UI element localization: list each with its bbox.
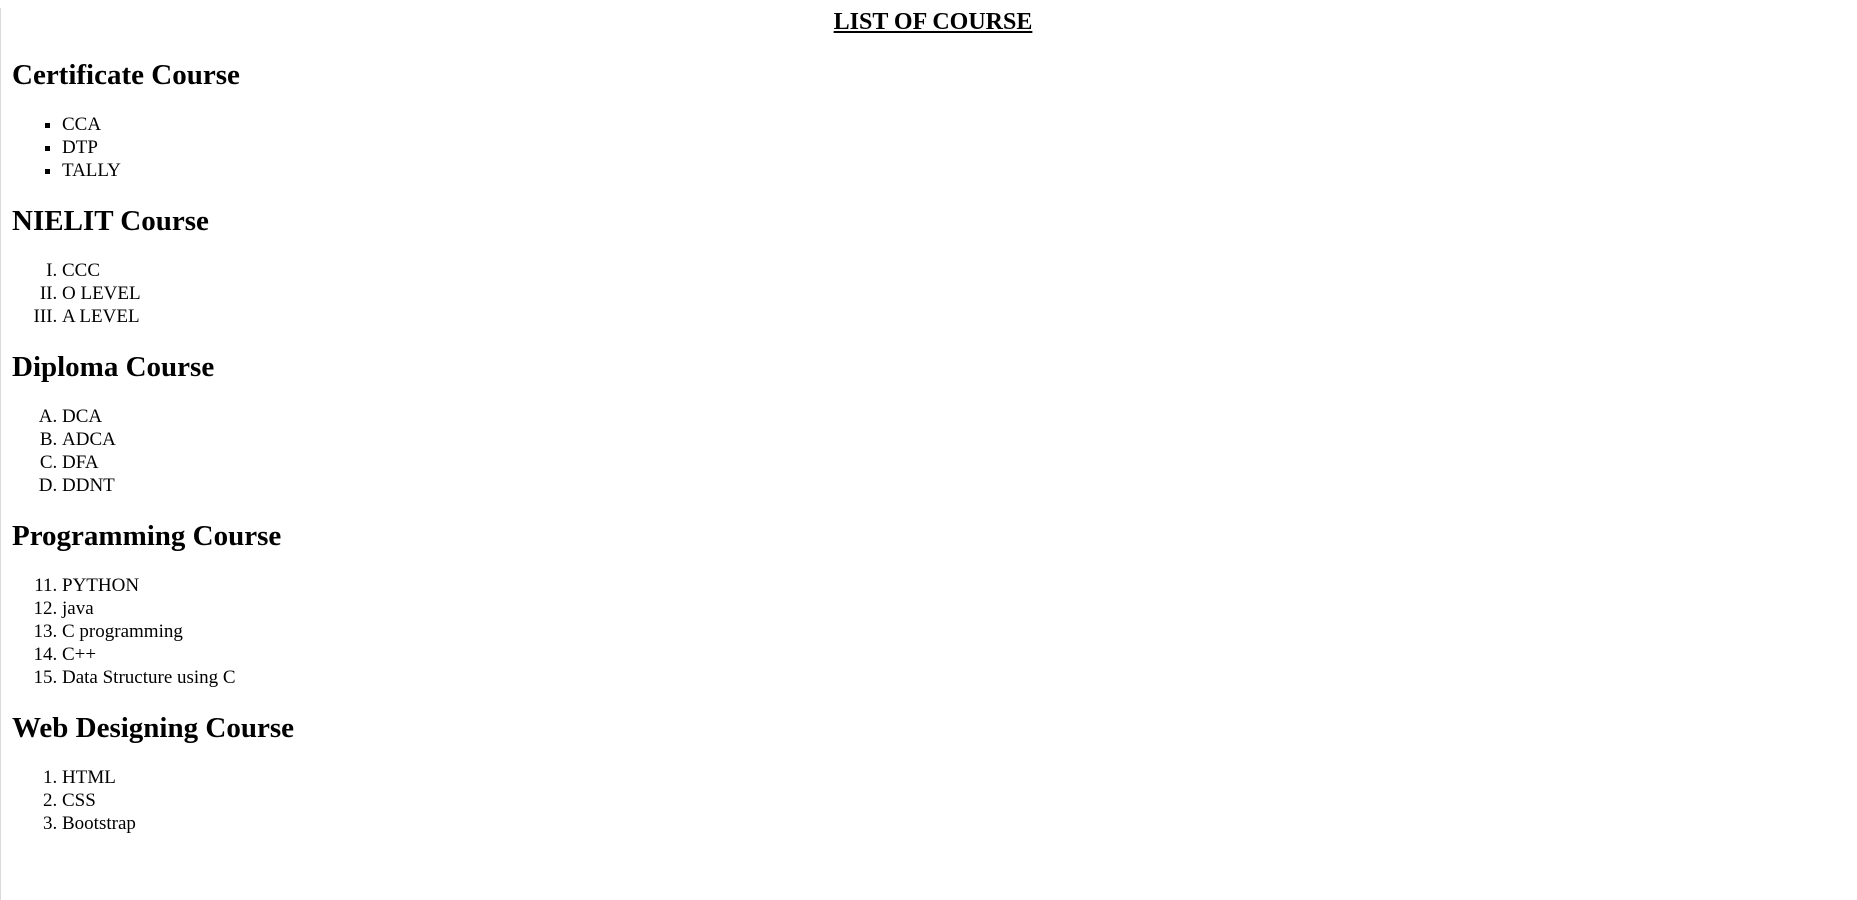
list-item: 13. C programming — [62, 620, 1846, 643]
certificate-course-list — [12, 113, 1846, 182]
web-designing-course-list — [12, 766, 1846, 835]
list-item: I. CCC — [62, 259, 1846, 282]
list-item: 1. HTML — [62, 766, 1846, 789]
list-item: ▪ DTP — [62, 136, 1846, 159]
list-item: 15. Data Structure using C — [62, 666, 1846, 689]
list-item: 11. PYTHON — [62, 574, 1846, 597]
list-item: A. DCA — [62, 405, 1846, 428]
list-item: 12. java — [62, 597, 1846, 620]
nielit-course-list — [12, 259, 1846, 328]
section-heading-diploma: Diploma Course — [12, 351, 215, 383]
list-item: B. ADCA — [62, 428, 1846, 451]
list-item: 14. C++ — [62, 643, 1846, 666]
list-item: II. O LEVEL — [62, 282, 1846, 305]
section-heading-web-designing: Web Designing Course — [12, 712, 294, 744]
page-title: LIST OF COURSE — [833, 9, 1033, 35]
diploma-course-list — [12, 405, 1846, 497]
list-item: III. A LEVEL — [62, 305, 1846, 328]
list-item: ▪ CCA — [62, 113, 1846, 136]
list-item: D. DDNT — [62, 474, 1846, 497]
programming-course-list — [12, 574, 1846, 689]
list-item: C. DFA — [62, 451, 1846, 474]
section-heading-nielit: NIELIT Course — [12, 205, 209, 237]
section-heading-programming: Programming Course — [12, 520, 282, 552]
list-item: 3. Bootstrap — [62, 812, 1846, 835]
section-heading-certificate: Certificate Course — [12, 59, 240, 91]
list-item: 2. CSS — [62, 789, 1846, 812]
list-item: ▪ TALLY — [62, 159, 1846, 182]
